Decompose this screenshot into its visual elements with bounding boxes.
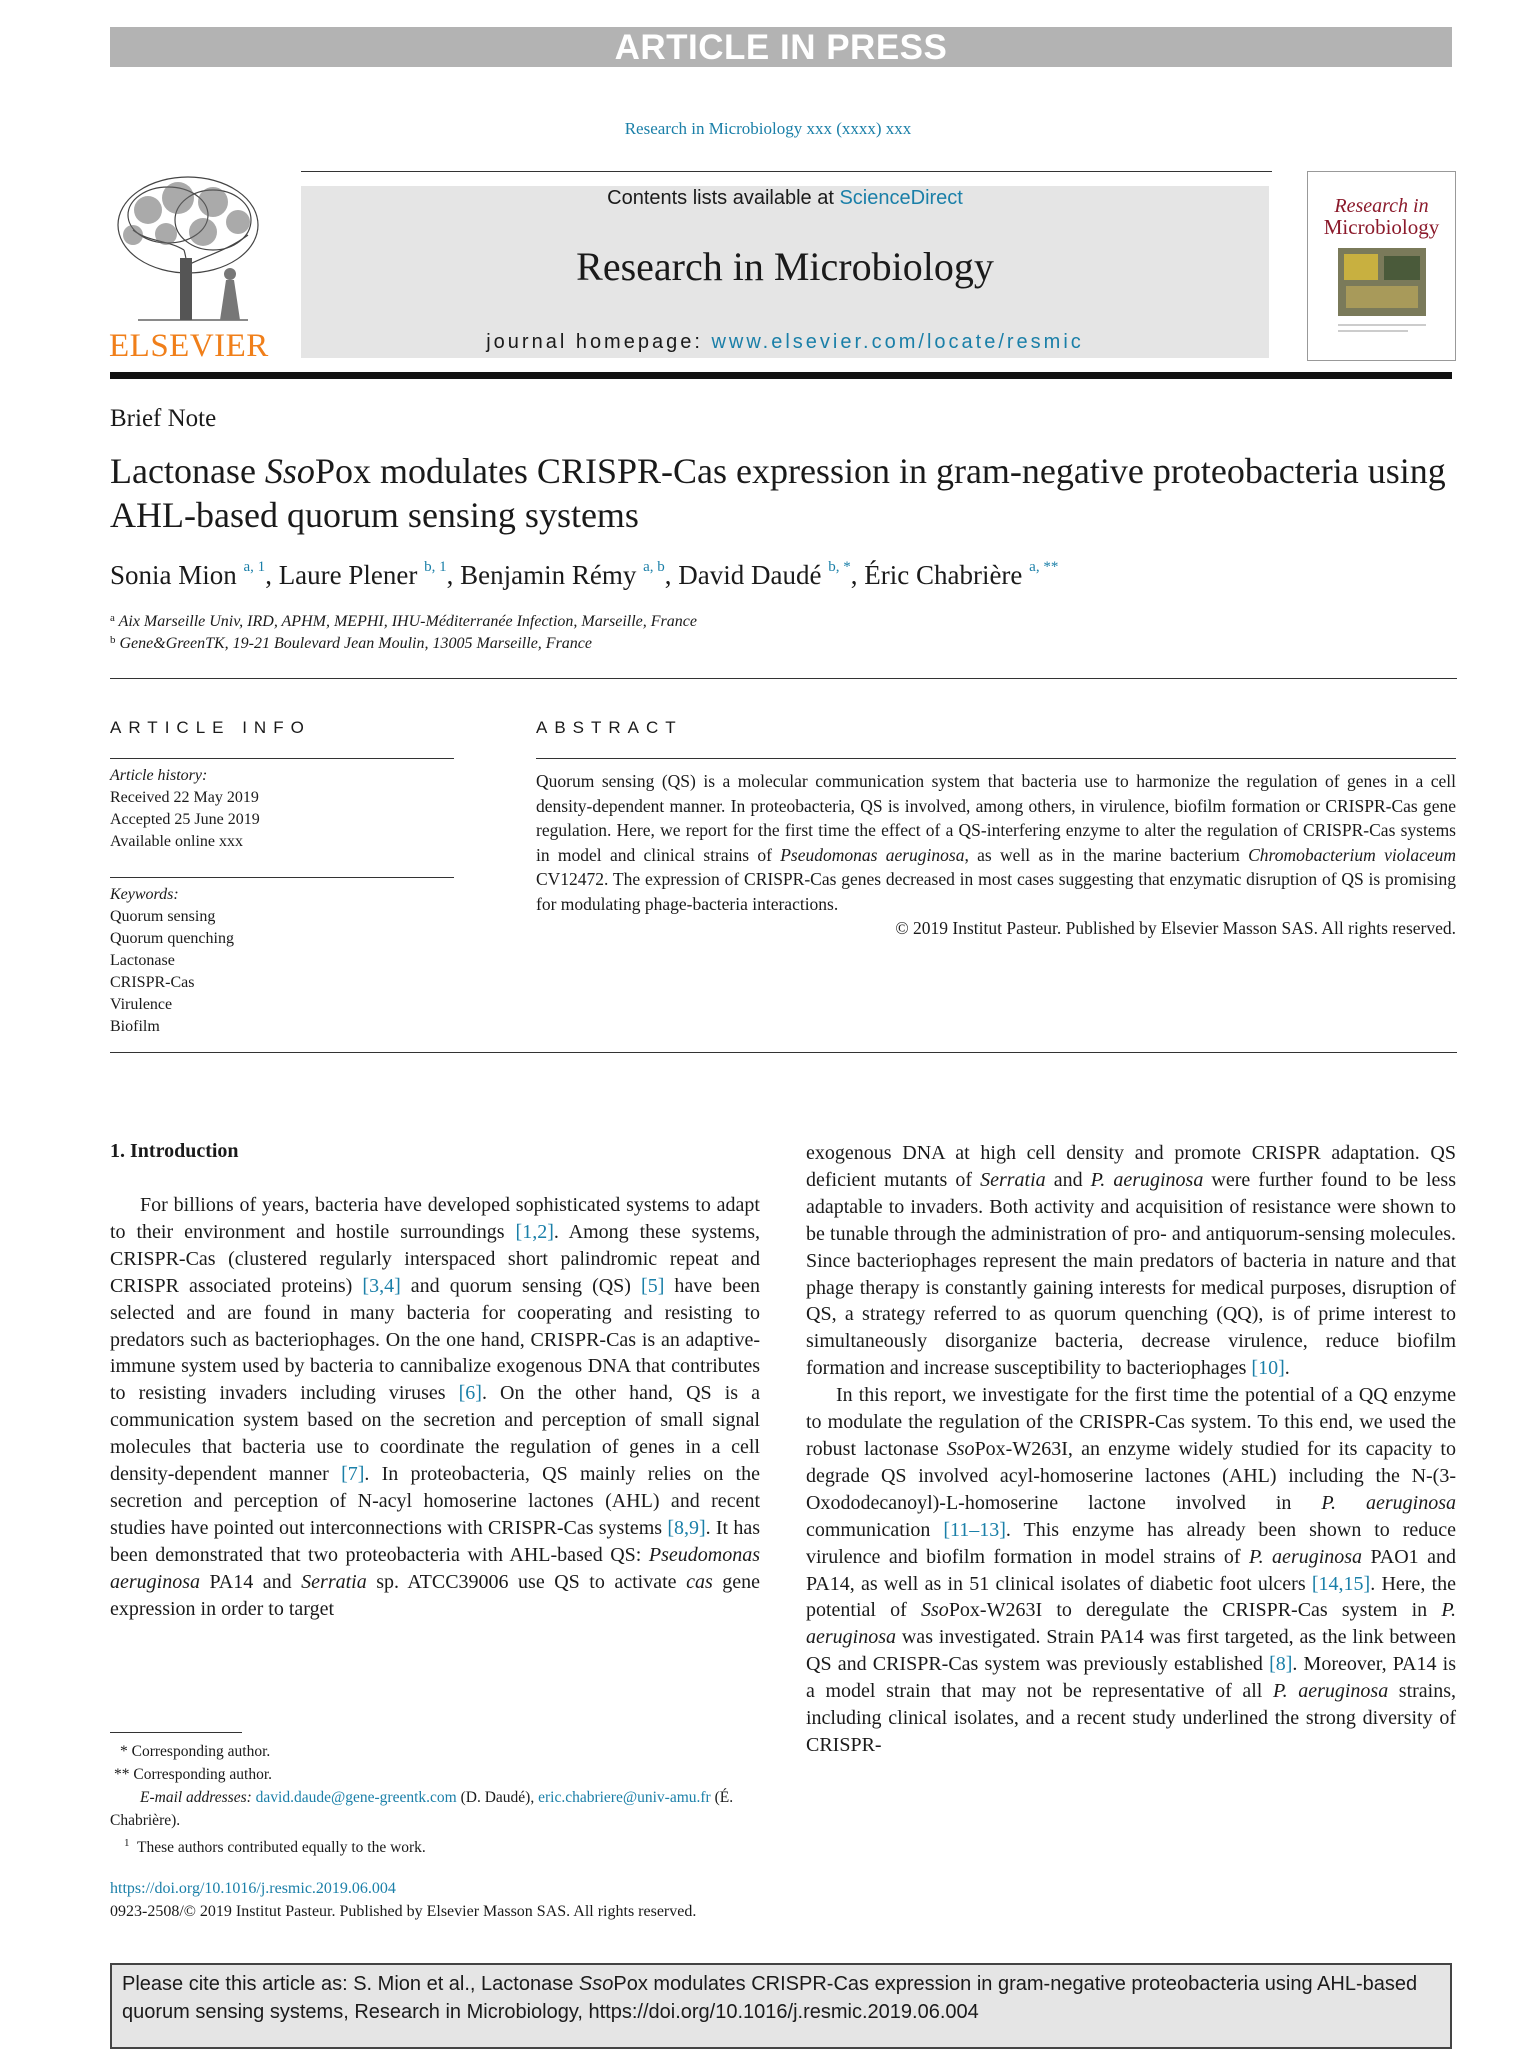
intro-left-column xyxy=(110,1192,760,1623)
journal-cover-thumbnail xyxy=(1307,171,1456,361)
keyword: Biofilm xyxy=(110,1018,160,1035)
keywords-label: Keywords: xyxy=(110,886,179,903)
affiliation-text: Aix Marseille Univ, IRD, APHM, MEPHI, IHU-Méditerranée Infection, Marseille, France xyxy=(118,613,697,630)
article-type: Brief Note xyxy=(110,405,217,432)
text-seg: Pox-W263I, an enzyme widely studied for its capacity to degrade QS involved acyl-homoserine lactones (AHL) including the N-(3-Oxododecanoyl)-L-homoserine lactone involved in xyxy=(806,1437,1456,1514)
text-seg: PA14 and xyxy=(200,1570,302,1593)
keyword: Virulence xyxy=(110,996,173,1013)
author-sup[interactable]: b, 1 xyxy=(424,559,447,575)
info-rule-2 xyxy=(110,877,454,878)
text-italic: P. aeruginosa xyxy=(1272,1680,1389,1703)
history-label: Article history: xyxy=(110,767,208,784)
text-seg: communication xyxy=(806,1518,944,1541)
title-bottom-rule xyxy=(110,678,1457,679)
citation-box xyxy=(110,1963,1452,2049)
footnote-corr2: ** Corresponding author. xyxy=(114,1766,272,1783)
abstract-rule xyxy=(536,758,1456,759)
cite-text: Please cite this article as: S. Mion et al., Lactonase xyxy=(122,1973,579,1995)
text-seg: For billions of years, bacteria have developed sophisticated systems to adapt to their environment and hostile surroundings xyxy=(110,1194,760,1243)
intro-right-column xyxy=(806,1140,1456,1759)
author-sup[interactable]: a, ** xyxy=(1029,559,1059,575)
history-accepted: Accepted 25 June 2019 xyxy=(110,811,260,828)
homepage-prefix: journal homepage: xyxy=(486,331,712,353)
footnote-rule xyxy=(110,1732,242,1733)
text-seg: have been selected and are found in many bacteria for cooperating and resisting to predators such as bacteriophages. On the one hand, CRISPR-Cas is an adaptive-immune system used by bacteria to cannibalize exogenous DNA that contributes to resisting invaders including viruses xyxy=(110,1274,760,1405)
abstract-seg: CV12472. The expression of CRISPR-Cas genes decreased in most cases suggesting that enzymatic disruption of QS is promising for modulating phage-bacteria interactions. xyxy=(536,869,1456,914)
title-part2: Pox modulates CRISPR-Cas expression in gram-negative proteobacteria using AHL-based quorum sensing systems xyxy=(110,451,1446,535)
text-seg: strains, including clinical isolates, and a recent study underlined the strong diversity of CRISPR- xyxy=(806,1680,1457,1756)
keywords xyxy=(110,884,234,1038)
affiliation-mark: a xyxy=(110,612,115,624)
text-italic: Serratia xyxy=(301,1570,367,1593)
text-italic: Pseudomonas aeruginosa xyxy=(110,1543,760,1593)
keyword: Lactonase xyxy=(110,952,175,969)
text-seg: and xyxy=(1045,1168,1091,1191)
contents-line xyxy=(301,187,1269,210)
text-italic: Sso xyxy=(921,1599,949,1622)
text-italic: cas xyxy=(686,1570,713,1593)
text-italic: Serratia xyxy=(980,1168,1046,1191)
abstract-italic: Chromobacterium violaceum xyxy=(1248,844,1457,865)
title-italic: Sso xyxy=(264,451,315,491)
email-owner: (D. Daudé), xyxy=(456,1789,539,1806)
affiliation-a xyxy=(110,612,697,631)
text-seg: was investigated. Strain PA14 was first targeted, as the link between QS and CRISPR-Cas system was previously established xyxy=(806,1626,1456,1676)
text-seg: Pox-W263I to deregulate the CRISPR-Cas system in xyxy=(948,1599,1442,1622)
elsevier-tree-logo xyxy=(108,170,274,328)
citation-link[interactable]: [3,4] xyxy=(362,1274,401,1297)
text-seg: . This enzyme has already been shown to reduce virulence and biofilm formation in model strains of xyxy=(806,1518,1457,1568)
text-italic: P. aeruginosa xyxy=(1248,1545,1363,1568)
text-seg: . On the other hand, QS is a communication system based on the secretion and perception of small signal molecules that bacteria use to coordinate the regulation of genes in a cell density-dependent manner xyxy=(110,1382,760,1486)
text-seg: . Among these systems, CRISPR-Cas (clustered regularly interspaced short palindromic repeat and CRISPR associated proteins) xyxy=(110,1220,760,1297)
abstract-seg: Quorum sensing (QS) is a molecular communication system that bacteria use to harmonize the regulation of genes in a cell density-dependent manner. In proteobacteria, QS is involved, among others, in virulence, biofilm formation or CRISPR-Cas gene regulation. Here, we report for the first time the effect of a QS-interfering enzyme to alter the regulation of CRISPR-Cas systems in model and clinical strains of xyxy=(536,771,1456,865)
cite-italic: Sso xyxy=(578,1973,614,1995)
article-history xyxy=(110,765,260,853)
author-sup[interactable]: b, * xyxy=(828,559,851,575)
title-part1: Lactonase xyxy=(110,451,265,491)
cite-text: Pox modulates CRISPR-Cas expression in gram-negative proteobacteria using AHL-based quorum sensing systems, Research in Microbiology, https://doi.org/10.1016/j.resmic.2019.06.004 xyxy=(122,1973,1418,2023)
author-name: Éric Chabrière xyxy=(864,560,1023,590)
text-italic: P. aeruginosa xyxy=(1090,1168,1204,1191)
author-name: Laure Plener xyxy=(278,560,418,590)
affiliation-mark: b xyxy=(110,634,116,646)
journal-reference[interactable]: Research in Microbiology xxx (xxxx) xxx xyxy=(624,119,912,138)
abstract-copyright: © 2019 Institut Pasteur. Published by Elsevier Masson SAS. All rights reserved. xyxy=(895,918,1456,938)
masthead-thick-rule xyxy=(110,372,1452,379)
citation-link[interactable]: [6] xyxy=(458,1382,482,1405)
header-top-rule xyxy=(301,171,1272,172)
keyword: Quorum sensing xyxy=(110,908,216,925)
intro-heading: 1. Introduction xyxy=(110,1140,239,1162)
author-name: Sonia Mion xyxy=(110,560,237,590)
sciencedirect-link[interactable]: ScienceDirect xyxy=(839,187,963,209)
text-seg: and quorum sensing (QS) xyxy=(400,1274,642,1297)
citation-link[interactable]: [5] xyxy=(641,1274,665,1297)
affiliation-text: Gene&GreenTK, 19-21 Boulevard Jean Moulin, 13005 Marseille, France xyxy=(119,635,592,652)
abstract-bottom-rule xyxy=(110,1052,1457,1053)
abstract-heading: ABSTRACT xyxy=(536,718,683,737)
text-seg: gene expression in order to target xyxy=(110,1570,760,1620)
text-italic: P. aeruginosa xyxy=(806,1599,1457,1649)
text-seg: . It has been demonstrated that two proteobacteria with AHL-based QS: xyxy=(110,1516,760,1566)
article-info-heading: ARTICLE INFO xyxy=(110,718,311,737)
cover-title-line2: Microbiology xyxy=(1323,215,1440,239)
footnote-emails xyxy=(110,1786,760,1832)
contents-prefix: Contents lists available at xyxy=(607,187,840,209)
citation-link[interactable]: [8] xyxy=(1269,1653,1293,1676)
journal-homepage xyxy=(301,331,1269,354)
affiliation-b xyxy=(110,634,592,653)
cover-image xyxy=(1338,248,1426,316)
text-seg: . xyxy=(1284,1357,1290,1380)
abstract-text xyxy=(536,769,1456,941)
citation-link[interactable]: [8,9] xyxy=(667,1516,706,1539)
homepage-link[interactable]: www.elsevier.com/locate/resmic xyxy=(711,331,1084,353)
keyword: CRISPR-Cas xyxy=(110,974,195,991)
footnote-text: These authors contributed equally to the work. xyxy=(136,1839,426,1857)
author-name: David Daudé xyxy=(678,560,822,590)
text-seg: . In proteobacteria, QS mainly relies on the secretion and perception of N-acyl homoserine lactones (AHL) and recent studies have pointed out interconnections with CRISPR-Cas systems xyxy=(110,1463,760,1539)
doi-link[interactable]: https://doi.org/10.1016/j.resmic.2019.06.004 xyxy=(110,1880,396,1897)
abstract-italic: Pseudomonas aeruginosa xyxy=(780,844,965,865)
footnote-mark: 1 xyxy=(124,1837,130,1849)
footnote-corr1: * Corresponding author. xyxy=(120,1743,271,1760)
author-name: Benjamin Rémy xyxy=(460,560,637,590)
article-in-press-banner: ARTICLE IN PRESS xyxy=(110,27,1452,67)
citation-link[interactable]: [14,15] xyxy=(1311,1572,1371,1595)
text-seg: exogenous DNA at high cell density and promote CRISPR adaptation. QS deficient mutants of xyxy=(806,1142,1456,1191)
info-rule-1 xyxy=(110,758,454,759)
text-seg: were further found to be less adaptable to invaders. Both activity and acquisition of resistance were shown to be tunable through the administration of pro- and antiquorum-sensing molecules. Since bacteriophages represent the main predators of bacteria in nature and that phage therapy is constantly gaining interests for medical purposes, disruption of QS, a strategy referred to as quorum quenching (QQ), is of prime interest to simultaneously disorganize bacteria, decrease virulence, reduce biofilm formation and increase susceptibility to bacteriophages xyxy=(806,1168,1456,1380)
footnote-equal xyxy=(124,1832,426,1859)
article-title xyxy=(110,449,1452,537)
citation-link[interactable]: [7] xyxy=(341,1463,365,1486)
email-label: E-mail addresses: xyxy=(140,1789,256,1806)
email-owner: (É. Chabrière). xyxy=(110,1789,734,1829)
citation-link[interactable]: [11–13] xyxy=(943,1518,1006,1541)
author-list: Sonia Mion $^{a, 1}$, Laure Plener $^{b, 1}$, Benjamin Rémy $^{a, b}$, David Daudé $^{b, *}$, Éric Chabrière $^{a, **}$ xyxy=(110,559,1059,590)
author-sup[interactable]: a, b xyxy=(643,559,665,575)
author-sup[interactable]: a, 1 xyxy=(243,559,266,575)
journal-title: Research in Microbiology xyxy=(576,244,994,289)
history-online: Available online xxx xyxy=(110,833,243,850)
issn-line: 0923-2508/© 2019 Institut Pasteur. Published by Elsevier Masson SAS. All rights reserved. xyxy=(110,1903,697,1920)
text-italic: Sso xyxy=(946,1437,975,1460)
cover-title-line1: Research in xyxy=(1334,195,1429,217)
text-seg: . Moreover, PA14 is a model strain that may not be representative of all xyxy=(806,1653,1456,1703)
citation-link[interactable]: [1,2] xyxy=(515,1220,554,1243)
abstract-seg: , as well as in the marine bacterium xyxy=(964,844,1249,865)
keyword: Quorum quenching xyxy=(110,930,234,947)
text-seg: PAO1 and PA14, as well as in 51 clinical isolates of diabetic foot ulcers xyxy=(806,1545,1456,1595)
history-received: Received 22 May 2019 xyxy=(110,789,259,806)
citation-link[interactable]: [10] xyxy=(1251,1357,1285,1380)
text-seg: sp. ATCC39006 use QS to activate xyxy=(366,1570,687,1593)
text-italic: P. aeruginosa xyxy=(1321,1491,1456,1514)
email-link[interactable]: eric.chabriere@univ-amu.fr xyxy=(538,1789,711,1806)
elsevier-wordmark: ELSEVIER xyxy=(109,328,269,364)
email-link[interactable]: david.daude@gene-greentk.com xyxy=(255,1789,457,1806)
text-seg: . Here, the potential of xyxy=(806,1572,1457,1622)
text-seg: In this report, we investigate for the first time the potential of a QQ enzyme to modulate the regulation of the CRISPR-Cas system. To this end, we used the robust lactonase xyxy=(806,1384,1456,1460)
